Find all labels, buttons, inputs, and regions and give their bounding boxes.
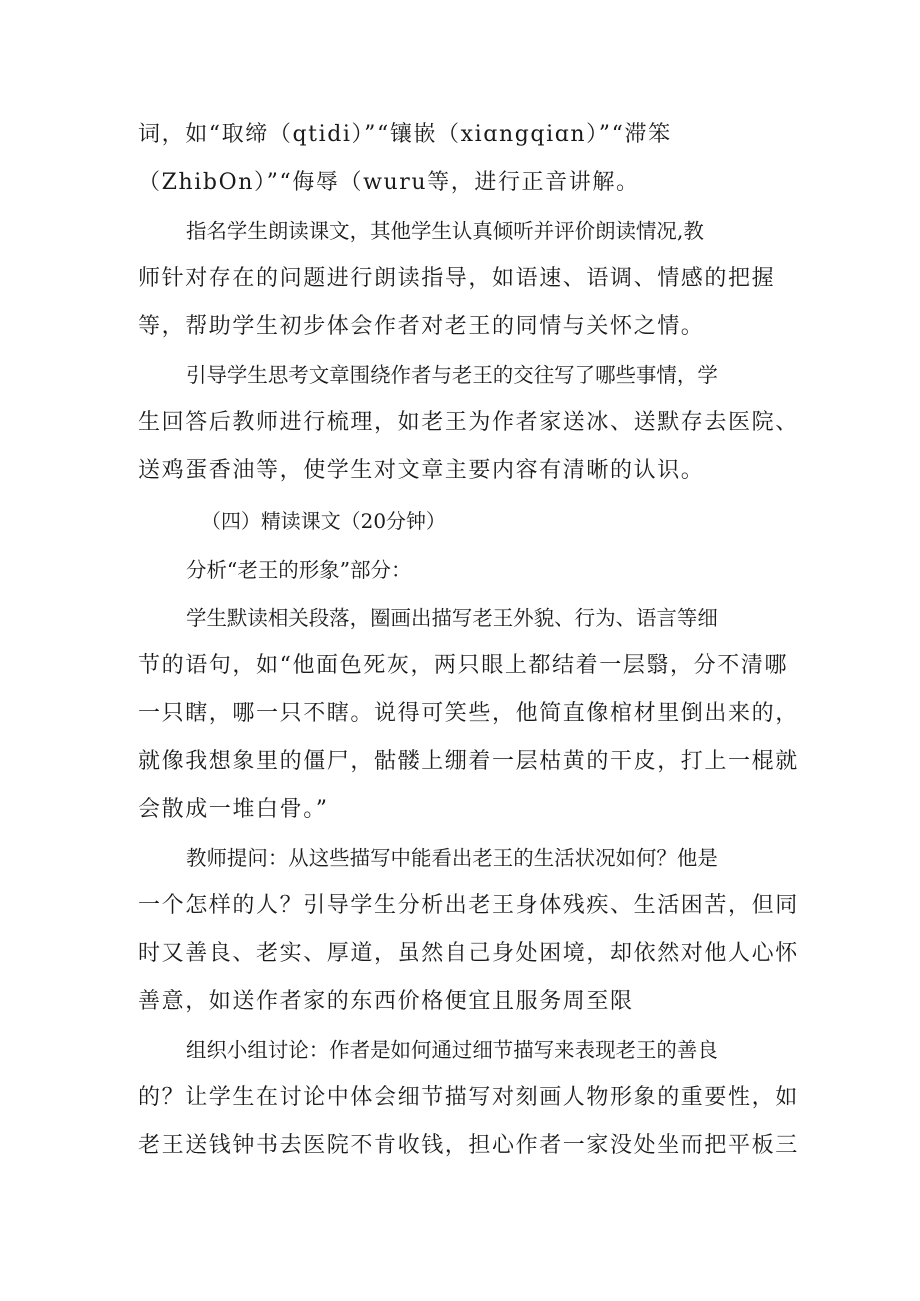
- text-line: 时又善良、老实、厚道，虽然自己身处困境，却依然对他人心怀: [138, 941, 799, 966]
- paragraph-start-line: 教师提问：从这些描写中能看出老王的生活状况如何？他是: [186, 846, 718, 870]
- text-line: 一只瞎，哪一只不瞎。说得可笑些，他简直像棺材里倒出来的，: [138, 701, 799, 726]
- text-line: 送鸡蛋香油等，使学生对文章主要内容有清晰的认识。: [138, 458, 705, 483]
- paragraph-start-line: 组织小组讨论：作者是如何通过细节描写来表现老王的善良: [186, 1038, 718, 1062]
- text-line: 的？让学生在讨论中体会细节描写对刻画人物形象的重要性，如: [138, 1085, 799, 1110]
- text-line: 会散成一堆白骨。”: [138, 797, 329, 822]
- section-heading: （四）精读课文（20分钟）: [201, 509, 446, 533]
- text-line: 老王送钱钟书去医院不肯收钱，担心作者一家没处坐而把平板三: [138, 1133, 799, 1158]
- text-line: 节的语句，如“他面色死灰，两只眼上都结着一层翳，分不清哪: [138, 653, 789, 678]
- paragraph-start-line: 引导学生思考文章围绕作者与老王的交往写了哪些事情，学: [186, 363, 718, 387]
- paragraph-start-line: 学生默读相关段落，圈画出描写老王外貌、行为、语言等细: [186, 606, 718, 630]
- text-line: 等，帮助学生初步体会作者对老王的同情与关怀之情。: [138, 314, 705, 339]
- text-line: （ZhibOn）”“侮辱（wuru等，进行正音讲解。: [138, 170, 640, 195]
- text-line: 生回答后教师进行梳理，如老王为作者家送冰、送默存去医院、: [138, 410, 799, 435]
- paragraph-start-line: 指名学生朗读课文，其他学生认真倾听并评价朗读情况,教: [186, 219, 704, 243]
- text-line: 词，如“取缔（qtidi）”“镶嵌（xiɑngqiɑn）”“滞笨: [138, 122, 672, 147]
- text-line: 就像我想象里的僵尸，骷髅上绷着一层枯黄的干皮，打上一棍就: [138, 749, 799, 774]
- text-line: 善意，如送作者家的东西价格便宜且服务周至限: [138, 989, 634, 1014]
- text-line: 一个怎样的人？引导学生分析出老王身体残疾、生活困苦，但同: [138, 893, 799, 918]
- subheading: 分析“老王的形象”部分：: [186, 558, 412, 582]
- text-line: 师针对存在的问题进行朗读指导，如语速、语调、情感的把握: [138, 266, 776, 291]
